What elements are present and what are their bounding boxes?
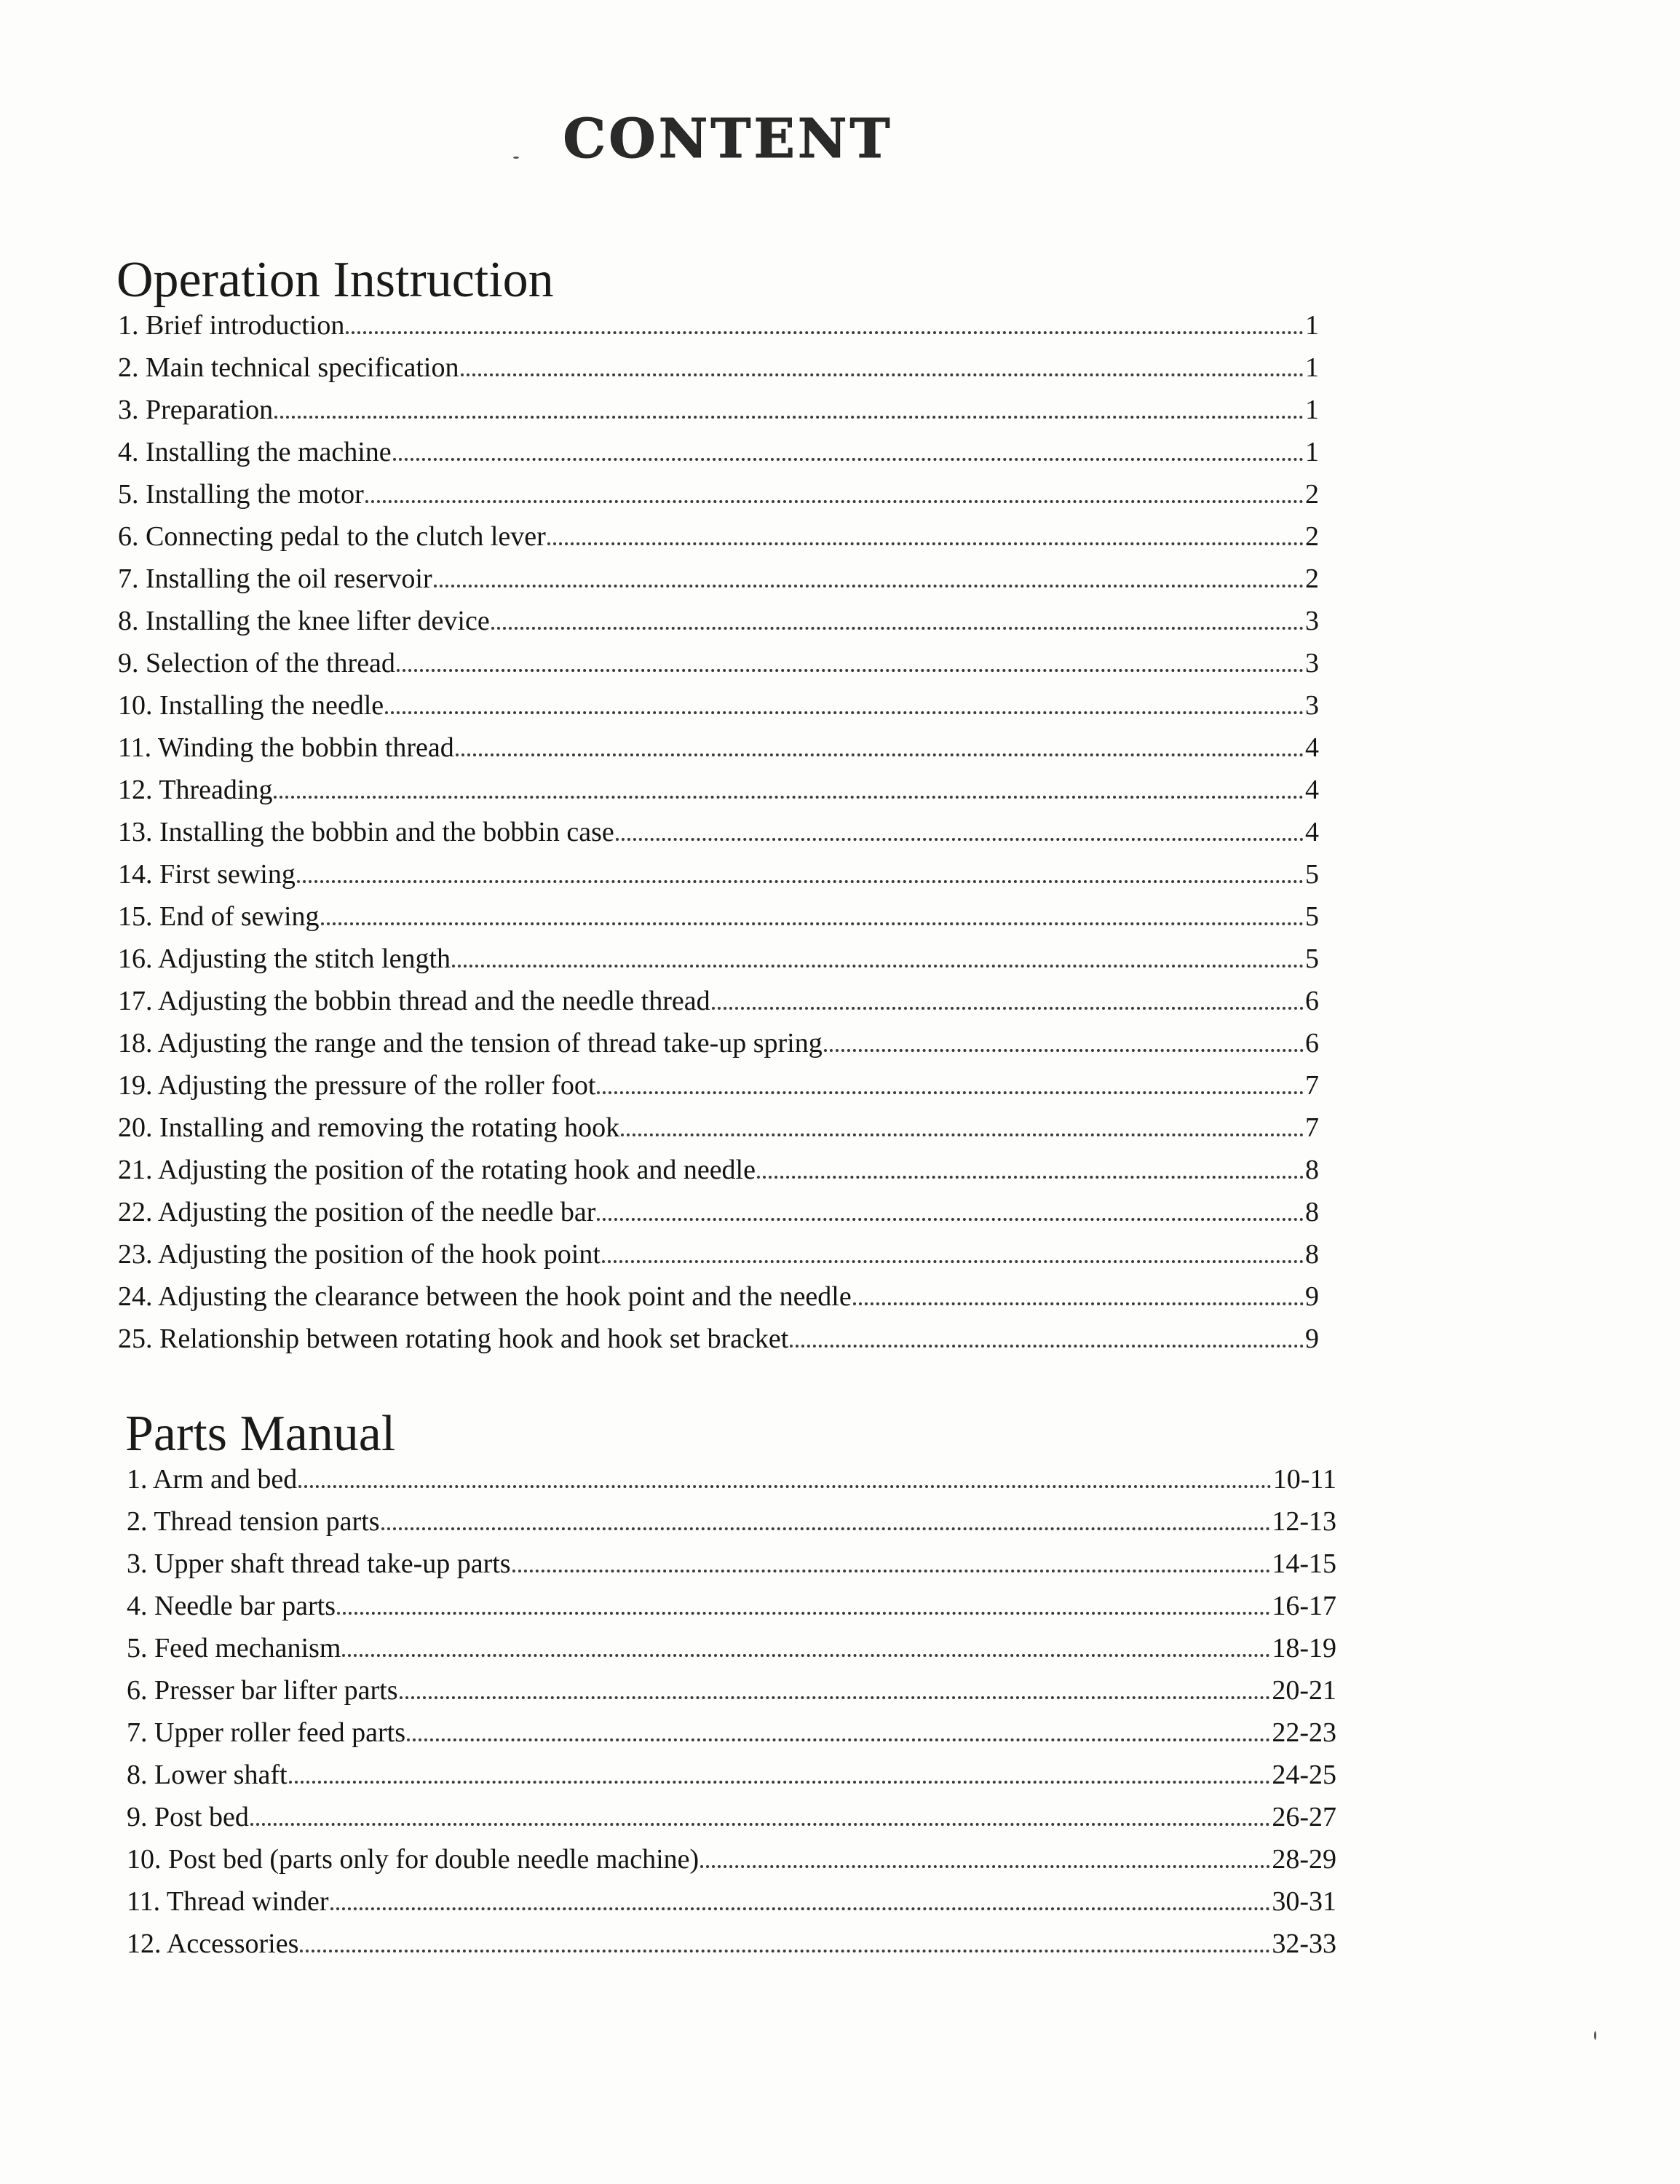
toc-entry-page: 9: [1305, 1324, 1319, 1354]
toc-entry-page: 1: [1305, 395, 1319, 425]
toc-entry-label: 25. Relationship between rotating hook and hook set bracket: [118, 1324, 789, 1354]
toc-entry-page: 8: [1305, 1239, 1319, 1270]
toc-entry: [127, 1632, 1336, 1674]
toc-entry-page: 8: [1305, 1155, 1319, 1185]
toc-entry: [118, 309, 1319, 352]
scan-speck: [513, 157, 519, 159]
toc-entry-page: 4: [1305, 817, 1319, 847]
toc-dot-leader: [342, 1654, 1270, 1657]
toc-dot-leader: [597, 1091, 1304, 1094]
toc-entry-label: 8. Lower shaft: [127, 1760, 288, 1790]
toc-dot-leader: [393, 458, 1304, 461]
toc-entry-page: 5: [1305, 901, 1319, 932]
toc-dot-leader: [385, 711, 1304, 714]
toc-entry: [118, 1154, 1319, 1196]
toc-dot-leader: [274, 796, 1304, 799]
toc-entry-label: 2. Main technical specification: [118, 352, 459, 383]
toc-entry-label: 11. Winding the bobbin thread: [118, 732, 454, 763]
toc-entry: [118, 1281, 1319, 1323]
toc-entry-page: 22-23: [1272, 1717, 1336, 1748]
toc-entry-page: 7: [1305, 1070, 1319, 1101]
toc-entry-page: 2: [1305, 479, 1319, 510]
toc-entry: [118, 563, 1319, 605]
toc-entry-page: 9: [1305, 1281, 1319, 1312]
toc-entry-label: 12. Threading: [118, 775, 273, 805]
toc-entry: [118, 858, 1319, 901]
toc-entry-label: 3. Preparation: [118, 395, 274, 425]
toc-entry: [127, 1463, 1336, 1506]
toc-entry: [118, 478, 1319, 521]
toc-entry-page: 10-11: [1272, 1464, 1336, 1495]
toc-dot-leader: [602, 1260, 1304, 1263]
toc-entry: [118, 689, 1319, 732]
toc-dot-leader: [790, 1345, 1304, 1348]
toc-dot-leader: [381, 1527, 1271, 1530]
toc-dot-leader: [365, 500, 1304, 503]
toc-dot-leader: [824, 1049, 1304, 1052]
toc-entry-label: 8. Installing the knee lifter device: [118, 606, 490, 636]
toc-dot-leader: [621, 1133, 1304, 1136]
toc-entry-label: 7. Installing the oil reservoir: [118, 563, 432, 594]
toc-dot-leader: [452, 965, 1304, 968]
toc-dot-leader: [757, 1176, 1304, 1179]
toc-entry: [118, 774, 1319, 816]
toc-entry-page: 3: [1305, 690, 1319, 721]
toc-entry-page: 18-19: [1272, 1633, 1336, 1663]
toc-entry-label: 13. Installing the bobbin and the bobbin case: [118, 817, 614, 847]
toc-dot-leader: [700, 1865, 1270, 1868]
toc-entry-label: 20. Installing and removing the rotating hook: [118, 1112, 620, 1143]
toc-entry: [127, 1674, 1336, 1717]
toc-entry: [118, 1027, 1319, 1069]
toc-entry: [118, 816, 1319, 858]
toc-entry-page: 8: [1305, 1197, 1319, 1227]
toc-dot-leader: [616, 838, 1304, 841]
parts-heading: Parts Manual: [125, 1406, 396, 1462]
toc-dot-leader: [346, 331, 1304, 334]
toc-entry-page: 24-25: [1272, 1760, 1336, 1790]
toc-entry-page: 30-31: [1272, 1886, 1336, 1917]
toc-dot-leader: [456, 753, 1304, 756]
toc-dot-leader: [491, 627, 1304, 630]
toc-dot-leader: [337, 1612, 1270, 1615]
toc-entry: [118, 1112, 1319, 1154]
toc-entry: [127, 1801, 1336, 1843]
toc-entry: [127, 1548, 1336, 1590]
toc-entry-page: 2: [1305, 563, 1319, 594]
toc-dot-leader: [597, 1218, 1304, 1221]
parts-toc: [127, 1463, 1336, 1970]
toc-entry: [118, 521, 1319, 563]
toc-dot-leader: [407, 1738, 1270, 1741]
toc-entry: [118, 1238, 1319, 1281]
toc-entry-page: 4: [1305, 775, 1319, 805]
toc-dot-leader: [397, 669, 1304, 672]
operation-heading: Operation Instruction: [116, 252, 554, 308]
toc-entry-page: 6: [1305, 1028, 1319, 1059]
toc-entry-page: 26-27: [1272, 1802, 1336, 1832]
toc-entry-label: 2. Thread tension parts: [127, 1506, 380, 1537]
toc-entry-page: 5: [1305, 943, 1319, 974]
toc-entry-label: 22. Adjusting the position of the needle bar: [118, 1197, 596, 1227]
toc-entry: [127, 1928, 1336, 1970]
toc-entry-page: 3: [1305, 648, 1319, 678]
toc-entry-label: 23. Adjusting the position of the hook point: [118, 1239, 601, 1270]
toc-dot-leader: [300, 1950, 1270, 1952]
toc-entry-page: 12-13: [1272, 1506, 1336, 1537]
toc-dot-leader: [298, 1485, 1271, 1488]
toc-entry-label: 7. Upper roller feed parts: [127, 1717, 406, 1748]
toc-dot-leader: [547, 542, 1304, 545]
scan-speck: [1594, 2031, 1596, 2040]
toc-dot-leader: [712, 1007, 1304, 1010]
toc-entry-page: 2: [1305, 521, 1319, 552]
toc-entry-label: 15. End of sewing: [118, 901, 320, 932]
toc-entry-label: 14. First sewing: [118, 859, 296, 890]
toc-dot-leader: [853, 1302, 1304, 1305]
toc-entry: [118, 901, 1319, 943]
toc-entry: [127, 1759, 1336, 1801]
operation-toc: [118, 309, 1319, 1365]
page-title: CONTENT: [563, 108, 893, 170]
toc-entry: [118, 985, 1319, 1027]
toc-entry: [127, 1843, 1336, 1886]
toc-entry: [118, 647, 1319, 689]
toc-entry: [127, 1886, 1336, 1928]
toc-entry-label: 3. Upper shaft thread take-up parts: [127, 1548, 511, 1579]
toc-entry-label: 5. Feed mechanism: [127, 1633, 341, 1663]
toc-entry-page: 16-17: [1272, 1591, 1336, 1621]
toc-entry-label: 16. Adjusting the stitch length: [118, 943, 451, 974]
toc-entry-label: 1. Brief introduction: [118, 310, 345, 341]
toc-entry-page: 5: [1305, 859, 1319, 890]
toc-entry-page: 28-29: [1272, 1844, 1336, 1875]
toc-entry-label: 6. Presser bar lifter parts: [127, 1675, 398, 1706]
toc-entry: [118, 436, 1319, 478]
toc-dot-leader: [400, 1696, 1271, 1699]
toc-entry-label: 1. Arm and bed: [127, 1464, 298, 1495]
toc-dot-leader: [434, 585, 1304, 587]
toc-entry-page: 1: [1305, 310, 1319, 341]
toc-entry-page: 14-15: [1272, 1548, 1336, 1579]
toc-entry-label: 9. Selection of the thread: [118, 648, 395, 678]
toc-entry: [118, 352, 1319, 394]
toc-entry-page: 6: [1305, 986, 1319, 1016]
toc-entry-label: 6. Connecting pedal to the clutch lever: [118, 521, 546, 552]
toc-dot-leader: [250, 1823, 1270, 1826]
toc-dot-leader: [321, 922, 1304, 925]
toc-entry-page: 1: [1305, 437, 1319, 467]
toc-entry-label: 10. Post bed (parts only for double needle machine): [127, 1844, 700, 1875]
toc-entry-label: 24. Adjusting the clearance between the hook point and the needle: [118, 1281, 852, 1312]
toc-entry: [127, 1506, 1336, 1548]
toc-entry-label: 9. Post bed: [127, 1802, 249, 1832]
toc-entry-label: 5. Installing the motor: [118, 479, 364, 510]
toc-dot-leader: [274, 416, 1304, 419]
toc-entry: [118, 1196, 1319, 1238]
toc-dot-leader: [297, 880, 1304, 883]
toc-entry-page: 3: [1305, 606, 1319, 636]
toc-entry: [127, 1590, 1336, 1632]
toc-entry-page: 20-21: [1272, 1675, 1336, 1706]
toc-dot-leader: [330, 1907, 1271, 1910]
toc-entry-label: 12. Accessories: [127, 1928, 299, 1959]
toc-entry: [118, 605, 1319, 647]
toc-entry-page: 1: [1305, 352, 1319, 383]
toc-dot-leader: [512, 1570, 1271, 1572]
toc-entry: [118, 394, 1319, 436]
toc-dot-leader: [461, 373, 1304, 376]
toc-entry-label: 10. Installing the needle: [118, 690, 384, 721]
toc-entry-label: 21. Adjusting the position of the rotating hook and needle: [118, 1155, 756, 1185]
toc-entry-label: 17. Adjusting the bobbin thread and the needle thread: [118, 986, 710, 1016]
toc-entry-page: 32-33: [1272, 1928, 1336, 1959]
toc-dot-leader: [289, 1781, 1271, 1784]
toc-entry-label: 11. Thread winder: [127, 1886, 329, 1917]
toc-entry: [127, 1717, 1336, 1759]
toc-entry-page: 7: [1305, 1112, 1319, 1143]
toc-entry-page: 4: [1305, 732, 1319, 763]
toc-entry-label: 18. Adjusting the range and the tension of thread take-up spring: [118, 1028, 823, 1059]
toc-entry: [118, 1069, 1319, 1112]
toc-entry: [118, 943, 1319, 985]
toc-entry: [118, 1323, 1319, 1365]
toc-entry: [118, 732, 1319, 774]
toc-entry-label: 4. Installing the machine: [118, 437, 392, 467]
toc-entry-label: 4. Needle bar parts: [127, 1591, 336, 1621]
toc-entry-label: 19. Adjusting the pressure of the roller foot: [118, 1070, 596, 1101]
